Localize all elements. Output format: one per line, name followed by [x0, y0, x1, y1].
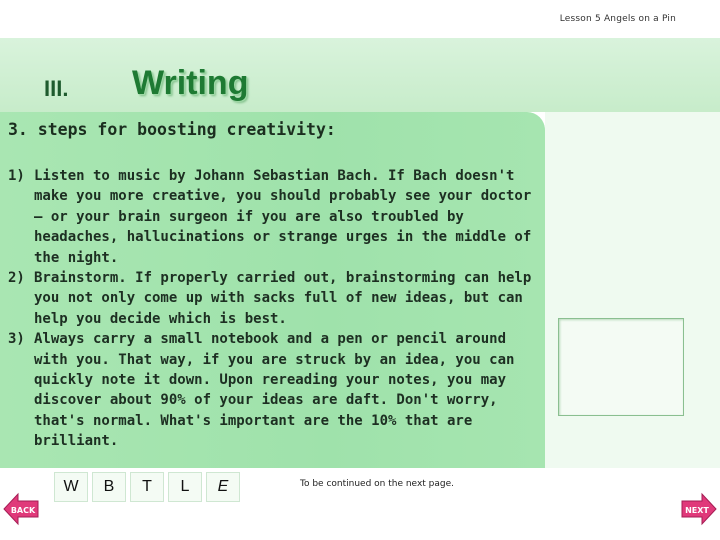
- header-band: [0, 38, 720, 112]
- step-number: 2): [8, 270, 25, 287]
- section-letter-tabs: [54, 472, 240, 502]
- back-label: BACK: [10, 506, 36, 515]
- steps-list: [8, 166, 543, 452]
- next-arrow-icon: [680, 492, 718, 526]
- lesson-title: Lesson 5 Angels on a Pin: [559, 14, 676, 24]
- list-item: [8, 166, 543, 268]
- tab-t[interactable]: T: [130, 472, 164, 502]
- tab-w[interactable]: W: [54, 472, 88, 502]
- subheading: 3. steps for boosting creativity:: [8, 120, 336, 139]
- tab-b[interactable]: B: [92, 472, 126, 502]
- step-number: 1): [8, 168, 25, 184]
- back-button[interactable]: [2, 492, 40, 526]
- image-placeholder: [558, 318, 684, 416]
- list-item: [8, 329, 543, 451]
- continued-note: To be continued on the next page.: [300, 479, 454, 489]
- step-text: Brainstorm. If properly carried out, brainstorming can help you not only come up with sacks full of new ideas, but can help you decide which is best.: [34, 270, 532, 327]
- section-numeral: III.: [44, 76, 69, 101]
- tab-l[interactable]: L: [168, 472, 202, 502]
- step-text: Listen to music by Johann Sebastian Bach. If Bach doesn't make you more creative, you should probably see your doctor — or your brain surgeon if you are also troubled by headaches, hallucinations or strange urges in the middle of the night.: [34, 168, 532, 266]
- next-button[interactable]: [680, 492, 718, 526]
- list-item: [8, 268, 543, 329]
- step-number: 3): [8, 331, 25, 348]
- section-title: Writing: [132, 64, 249, 102]
- step-text: Always carry a small notebook and a pen or pencil around with you. That way, if you are struck by an idea, you can quickly note it down. Upon rereading your notes, you may discover about 90% of your ideas are daft. Don't worry, that's normal. What's important are the 10% that are brilliant.: [34, 331, 515, 450]
- next-label: NEXT: [685, 506, 709, 515]
- back-arrow-icon: [2, 492, 40, 526]
- tab-e[interactable]: E: [206, 472, 240, 502]
